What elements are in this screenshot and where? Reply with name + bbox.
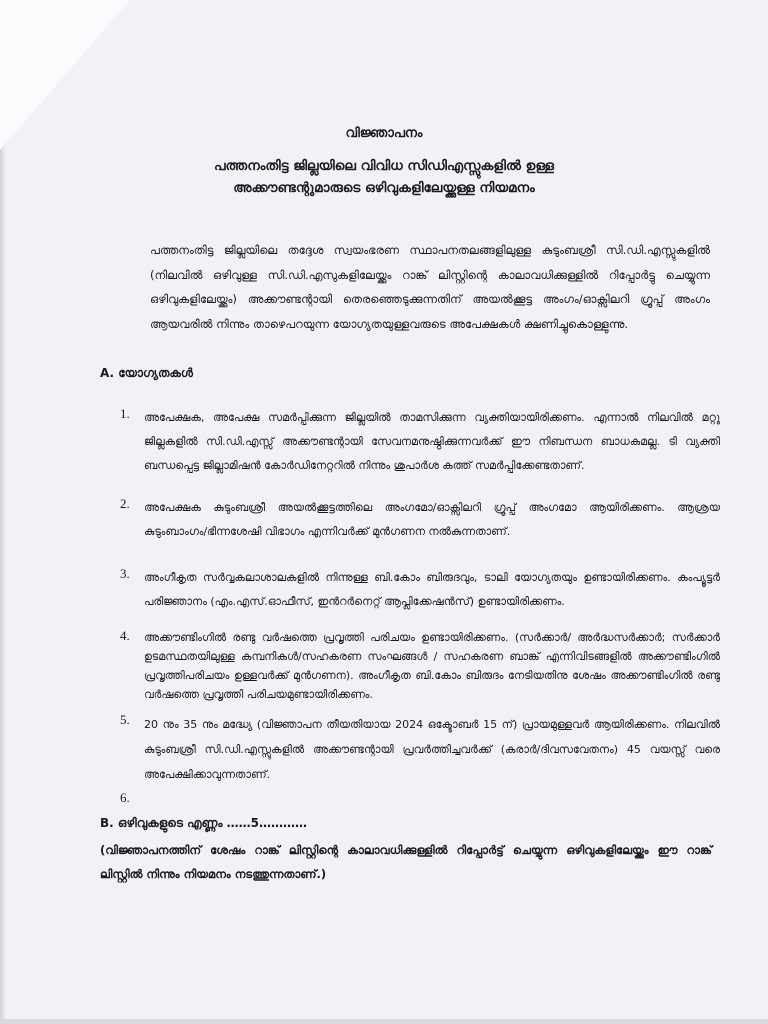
qualification-number: 6.: [120, 790, 130, 805]
document-title: വിജ്ഞാപനം: [345, 126, 423, 141]
qualification-text: അപേക്ഷക കുടുംബശ്രീ അയൽക്കൂട്ടത്തിലെ അംഗമോ/ഓക്സിലറി ഗ്രൂപ്പ് അംഗമോ ആയിരിക്കണം. ആശ്രയ കുടുംബാംഗം/ഭിന്നശേഷി വിഭാഗം എന്നിവർക്ക് മുൻഗണന നൽകുന്നതാണ്.: [144, 501, 720, 538]
section-b-vacancy-count: B. ഒഴിവുകളുടെ എണ്ണം ……5…………: [100, 816, 308, 830]
qualification-text: അപേക്ഷക, അപേക്ഷ സമർപ്പിക്കുന്ന ജില്ലയിൽ താമസിക്കുന്ന വ്യക്തിയായിരിക്കണം. എന്നാൽ നിലവിൽ മറ്റു ജില്ലകളിൽ സി.ഡി.എസ്സ് അക്കൗണ്ടന്റായി സേവനമനുഷ്ഠിക്കുന്നവർക്ക് ഈ നിബന്ധന ബാധകമല്ല. ടി വ്യക്തി ബന്ധപ്പെട്ട ജില്ലാമിഷൻ കോർഡിനേറ്ററിൽ നിന്നും ശുപാർശ കത്ത് സമർപ്പിക്കേണ്ടതാണ്.: [144, 411, 720, 472]
intro-paragraph: പത്തനംതിട്ട ജില്ലയിലെ തദ്ദേശ സ്വയംഭരണ സ്ഥാപനതലങ്ങളിലുള്ള കുടുംബശ്രീ സി.ഡി.എസ്സുകളിൽ (നിലവിൽ ഒഴിവുള്ള സി.ഡി.എസുകളിലേയ്ക്കും റാങ്ക് ലിസ്റ്റിന്റെ കാലാവധിക്കുള്ളിൽ റിപ്പോർട്ടു ചെയ്യുന്ന ഒഴിവുകളിലേയ്ക്കും) അക്കൗണ്ടന്റായി തെരഞ്ഞെടുക്കുന്നതിന് അയൽക്കൂട്ട അംഗം/ഓക്സിലറി ഗ്രൂപ്പ് അംഗം ആയവരിൽ നിന്നും താഴെപറയുന്ന യോഗ്യതയുള്ളവരുടെ അപേക്ഷകൾ ക്ഷണിച്ചുകൊള്ളുന്നു.: [150, 243, 710, 331]
qualification-number: 2.: [120, 496, 130, 511]
qualification-number: 1.: [120, 406, 130, 421]
rank-list-note: (വിജ്ഞാപനത്തിന് ശേഷം റാങ്ക് ലിസ്റ്റിന്റെ കാലാവധിക്കുള്ളിൽ റിപ്പോർട്ട് ചെയ്യുന്ന ഒഴിവുകളിലേയ്ക്കും ഈ റാങ്ക് ലിസ്റ്റിൽ നിന്നും നിയമനം നടത്തുന്നതാണ്.): [100, 843, 712, 881]
qualification-text: 20 നും 35 നും മദ്ധ്യേ (വിജ്ഞാപന തീയതിയായ 2024 ഒക്ടോബർ 15 ന്) പ്രായമുള്ളവർ ആയിരിക്കണം. നിലവിൽ കുടുംബശ്രീ സി.ഡി.എസ്സുകളിൽ അക്കൗണ്ടന്റായി പ്രവർത്തിച്ചവർക്ക് (കരാർ/ദിവസവേതനം) 45 വയസ്സ് വരെ അപേക്ഷിക്കാവുന്നതാണ്.: [144, 718, 720, 781]
qualification-number: 5.: [120, 712, 130, 727]
qualification-text: അക്കൗണ്ടിംഗിൽ രണ്ടു വർഷത്തെ പ്രവൃത്തി പരിചയം ഉണ്ടായിരിക്കണം. (സർക്കാർ/ അർദ്ധസർക്കാർ; സർക്കാർ ഉടമസ്ഥതയിലുള്ള കമ്പനികൾ/സഹകരണ സംഘങ്ങൾ / സഹകരണ ബാങ്ക് എന്നിവിടങ്ങളിൽ അക്കൗണ്ടിംഗിൽ പ്രവൃത്തിപരിചയം ഉള്ളവർക്ക് മുൻഗണന). അംഗീകൃത ബി.കോം ബിരുദം നേടിയതിനു ശേഷം അക്കൗണ്ടിംഗിൽ രണ്ടു വർഷത്തെ പ്രവൃത്തി പരിചയമുണ്ടായിരിക്കണം.: [144, 631, 720, 701]
scan-shadow-left: [0, 0, 6, 1024]
document-subtitle-line-2: അക്കൗണ്ടന്റുമാരുടെ ഒഴിവുകളിലേയ്ക്കുള്ള നിയമനം: [233, 180, 535, 196]
qualification-number: 3.: [120, 566, 130, 581]
document-subtitle-line-1: പത്തനംതിട്ട ജില്ലയിലെ വിവിധ സിഡിഎസ്സുകളിൽ ഉള്ള: [213, 158, 554, 174]
scan-shadow-bottom: [0, 1019, 768, 1024]
qualification-number: 4.: [120, 628, 130, 643]
qualification-text: അംഗീകൃത സർവ്വകലാശാലകളിൽ നിന്നുള്ള ബി.കോം ബിരുദവും, ടാലി യോഗ്യതയും ഉണ്ടായിരിക്കണം. കംപ്യൂട്ടർ പരിജ്ഞാനം (എം.എസ്.ഓഫീസ്, ഇൻറർനെറ്റ് ആപ്ലിക്കേഷൻസ്) ഉണ്ടായിരിക്കണം.: [144, 571, 720, 608]
section-a-heading: A. യോഗ്യതകൾ: [100, 366, 193, 380]
